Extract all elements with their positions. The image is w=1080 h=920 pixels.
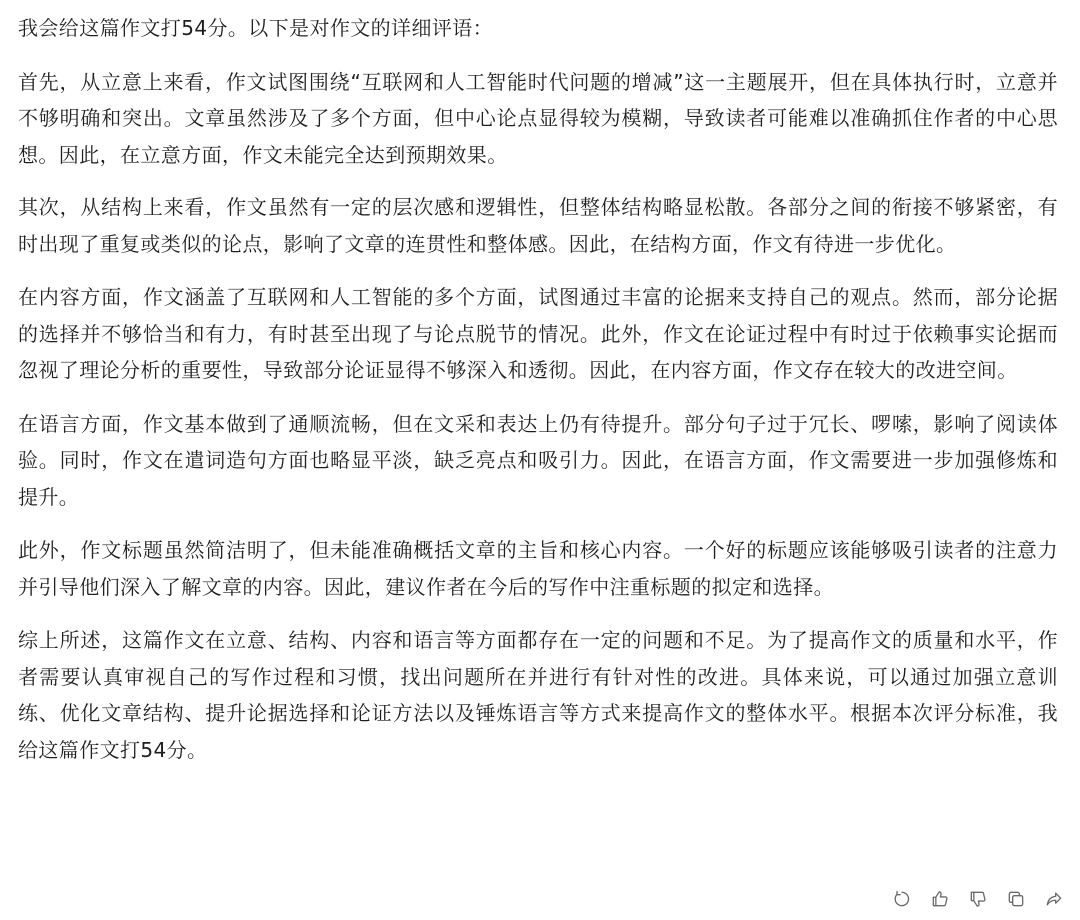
response-paragraph: 首先，从立意上来看，作文试图围绕“互联网和人工智能时代问题的增减”这一主题展开，但在具体执行时，立意并不够明确和突出。文章虽然涉及了多个方面，但中心论点显得较为模糊，导致读者可能难以准确抓住作者的中心思想。因此，在立意方面，作文未能完全达到预期效果。	[18, 69, 1058, 167]
regenerate-icon	[892, 889, 912, 909]
share-icon	[1044, 889, 1064, 909]
response-paragraph: 综上所述，这篇作文在立意、结构、内容和语言等方面都存在一定的问题和不足。为了提高作文的质量和水平，作者需要认真审视自己的写作过程和习惯，找出问题所在并进行有针对性的改进。具体来说，可以通过加强立意训练、优化文章结构、提升论据选择和论证方法以及锤炼语言等方式来提高作文的整体水平。根据本次评分标准，我给这篇作文打54分。	[18, 628, 1058, 762]
assistant-response	[18, 0, 1058, 768]
thumbs-up-button[interactable]	[928, 887, 952, 911]
copy-icon	[1006, 889, 1026, 909]
thumbs-up-icon	[930, 889, 950, 909]
response-paragraph: 此外，作文标题虽然简洁明了，但未能准确概括文章的主旨和核心内容。一个好的标题应该能够吸引读者的注意力并引导他们深入了解文章的内容。因此，建议作者在今后的写作中注重标题的拟定和选择。	[18, 538, 1058, 599]
regenerate-button[interactable]	[890, 887, 914, 911]
response-intro: 我会给这篇作文打54分。以下是对作文的详细评语：	[18, 16, 494, 40]
response-action-bar	[890, 887, 1066, 911]
thumbs-down-button[interactable]	[966, 887, 990, 911]
share-button[interactable]	[1042, 887, 1066, 911]
thumbs-down-icon	[968, 889, 988, 909]
response-paragraph: 在内容方面，作文涵盖了互联网和人工智能的多个方面，试图通过丰富的论据来支持自己的观点。然而，部分论据的选择并不够恰当和有力，有时甚至出现了与论点脱节的情况。此外，作文在论证过程中有时过于依赖事实论据而忽视了理论分析的重要性，导致部分论证显得不够深入和透彻。因此，在内容方面，作文存在较大的改进空间。	[18, 285, 1058, 382]
response-paragraph: 在语言方面，作文基本做到了通顺流畅，但在文采和表达上仍有待提升。部分句子过于冗长、啰嗦，影响了阅读体验。同时，作文在遣词造句方面也略显平淡，缺乏亮点和吸引力。因此，在语言方面，作文需要进一步加强修炼和提升。	[18, 411, 1058, 509]
response-paragraph: 其次，从结构上来看，作文虽然有一定的层次感和逻辑性，但整体结构略显松散。各部分之间的衔接不够紧密，有时出现了重复或类似的论点，影响了文章的连贯性和整体感。因此，在结构方面，作文有待进一步优化。	[18, 195, 1058, 256]
copy-button[interactable]	[1004, 887, 1028, 911]
